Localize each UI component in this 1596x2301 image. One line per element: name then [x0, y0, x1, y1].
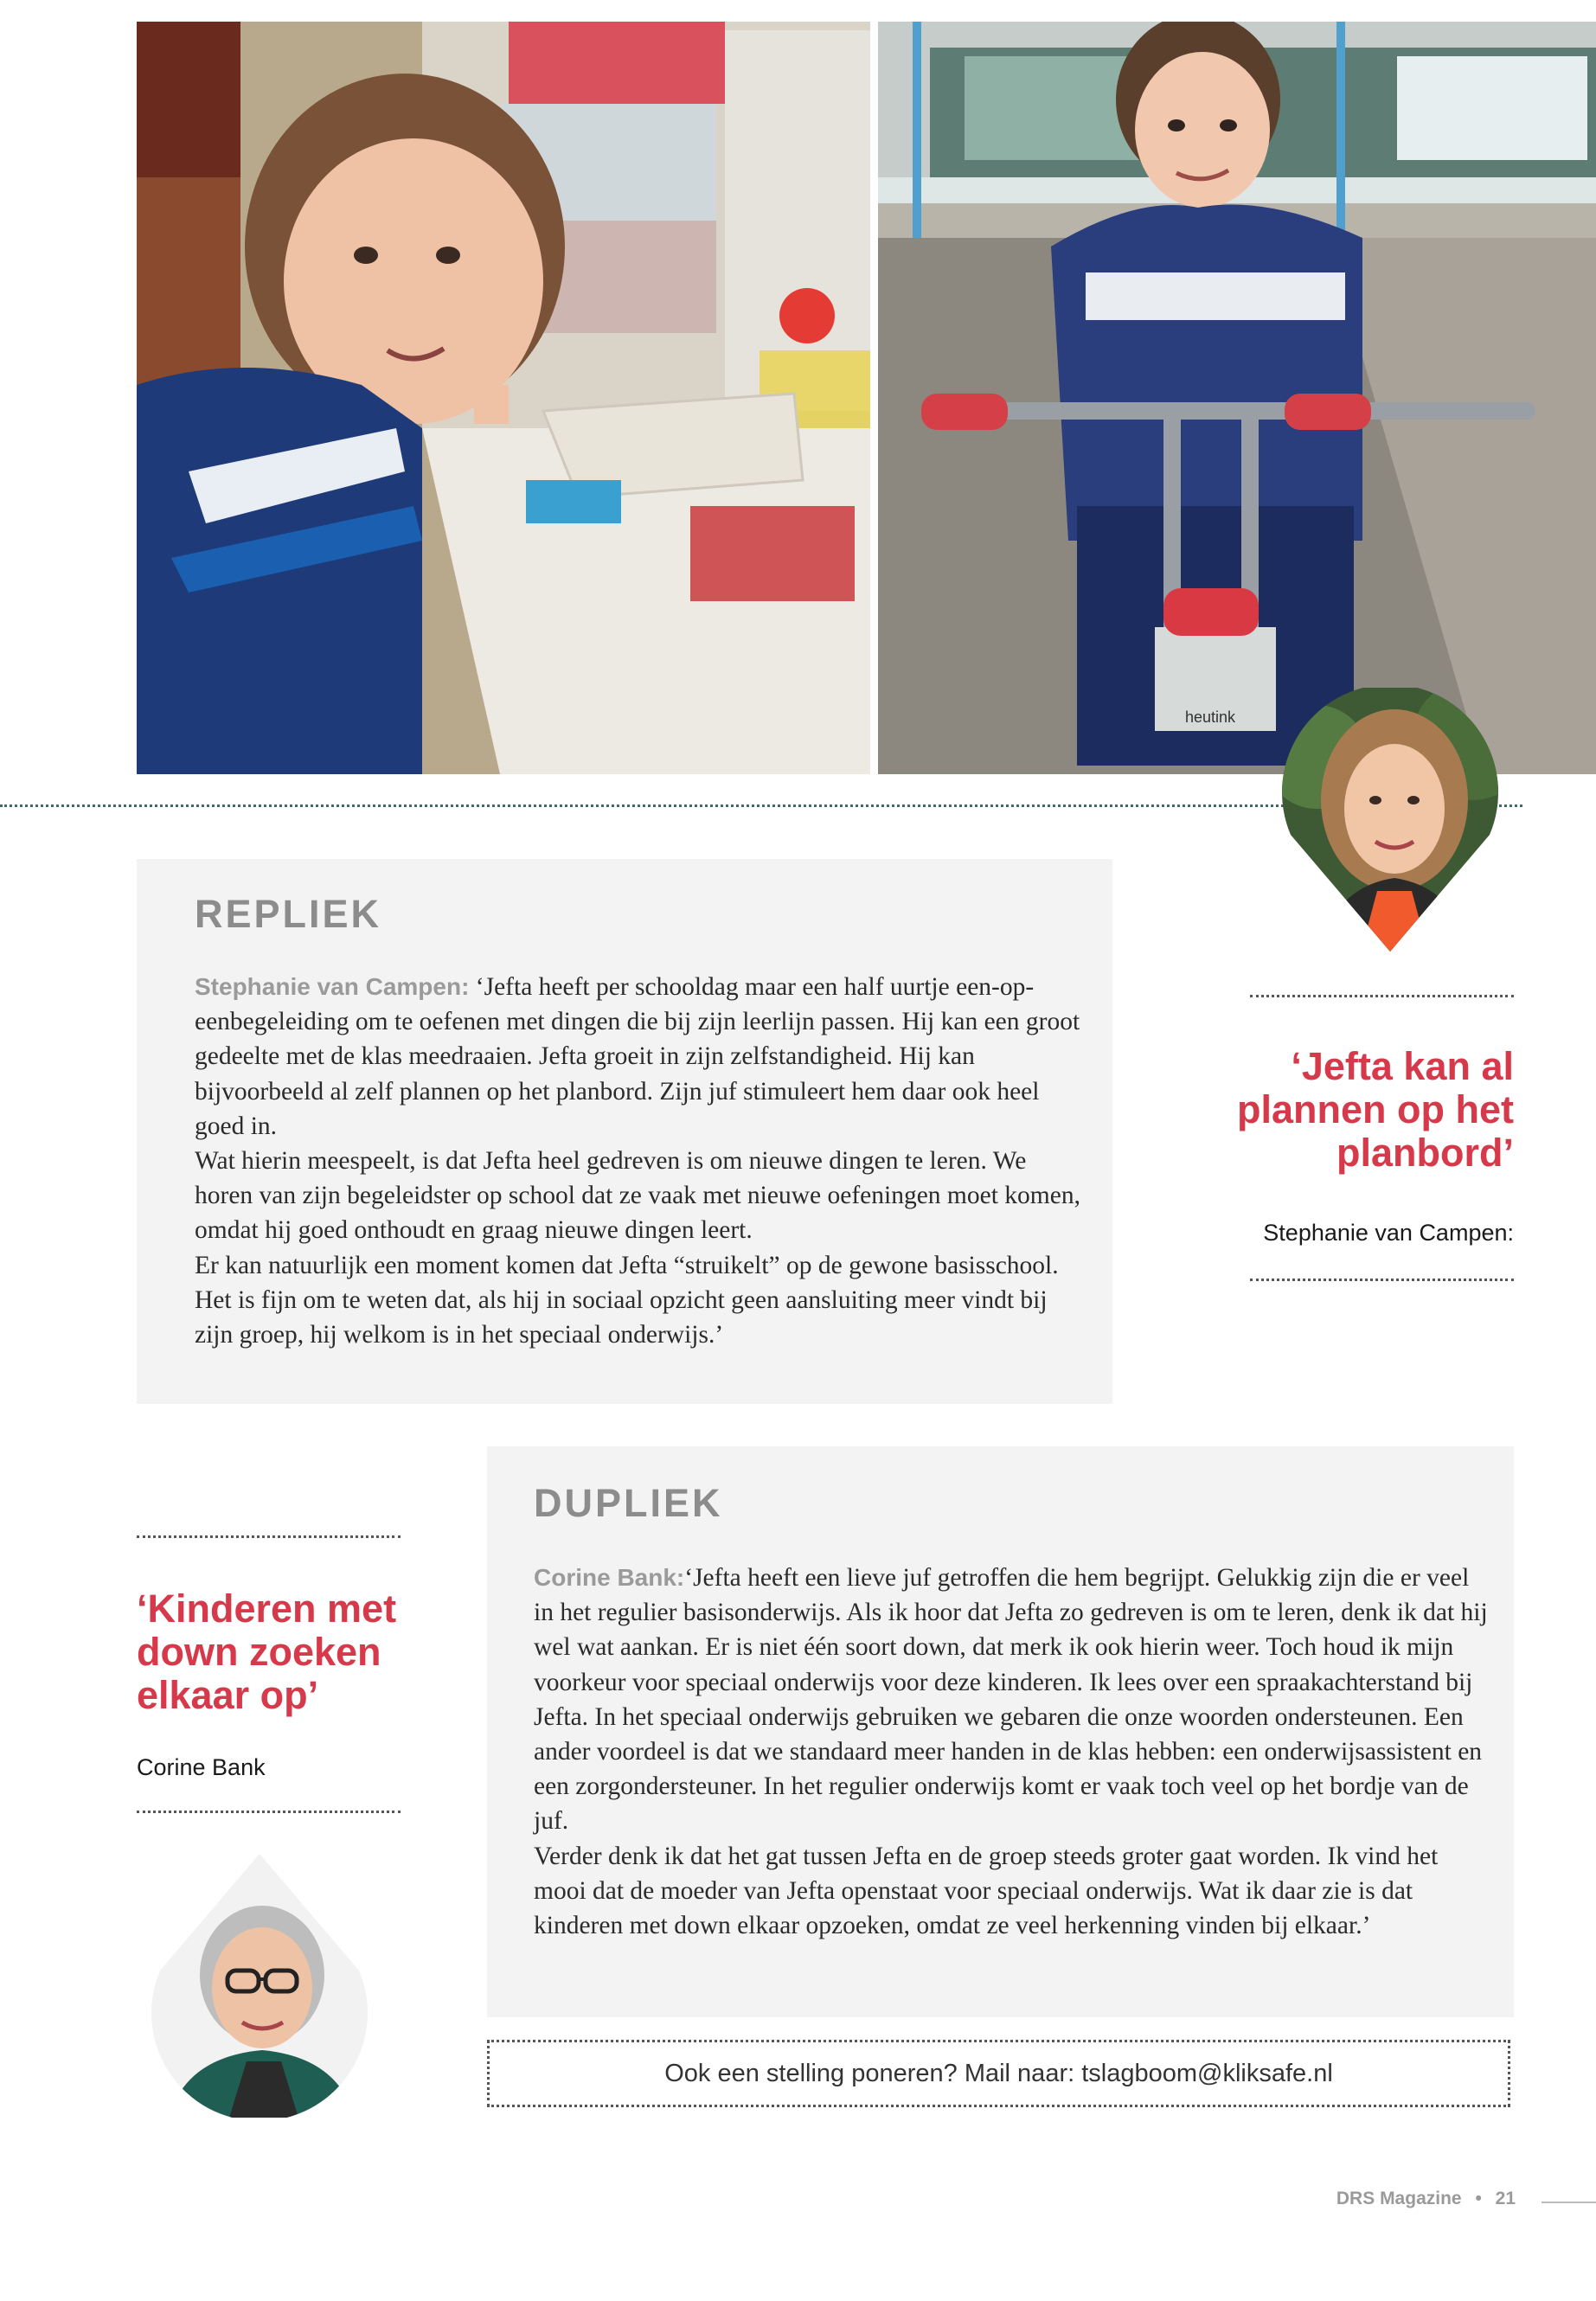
pull-quote-corine: ‘Kinderen met down zoeken elkaar op’ [137, 1586, 397, 1717]
repliek-paragraph [195, 970, 1086, 1144]
mail-call-to-action-text: Ook een stelling poneren? Mail naar: tslagboom@kliksafe.nl [664, 2059, 1333, 2087]
pull-quote-stephanie-author: Stephanie van Campen: [1263, 1220, 1514, 1246]
page-footer [1211, 2189, 1516, 2209]
footer-page-number: 21 [1495, 2189, 1516, 2208]
mail-call-to-action [487, 2040, 1510, 2107]
photo-boy-puzzle [137, 22, 870, 774]
dupliek-body [534, 1561, 1494, 1943]
footer-rule [1542, 2202, 1596, 2203]
dupliek-paragraph: Verder denk ik dat het gat tussen Jefta en de groep steeds groter gaat worden. Ik vind het mooi dat de moeder van Jefta openstaat voor speciaal onderwijs. Wat ik daar zie is dat kinderen met down elkaar opzoeken, omdat ze veel herkenning vinden bij elkaar.’ [534, 1842, 1439, 1940]
portrait-corine-bank [134, 1849, 385, 2118]
footer-separator: • [1475, 2189, 1482, 2208]
dupliek-title: DUPLIEK [534, 1481, 723, 1525]
quote-left-bottom-divider [137, 1811, 401, 1813]
photo-boy-tricycle [878, 22, 1596, 774]
repliek-body [195, 970, 1086, 1352]
tricycle-brand-label: heutink [1185, 708, 1236, 726]
dupliek-panel [487, 1446, 1514, 2017]
quote-right-bottom-divider [1250, 1279, 1514, 1281]
dupliek-first-paragraph-text: ‘Jefta heeft een lieve juf getroffen die hem begrijpt. Gelukkig zijn die er veel in het regulier basisonderwijs. Als ik hoor dat Jefta zo gedreven is om te leren, denk ik dat hij wel wat aankan. Er is niet één soort down, dat merk ik ook hierin weer. Toch houd ik mijn voorkeur voor speciaal onderwijs voor deze kinderen. Ik lees over een spraakachterstand bij Jefta. In het speciaal onderwijs gebruiken we gebaren die onze woorden ondersteunen. Een ander voordeel is dat we standaard meer handen in de klas hebben: een onderwijsassistent en een zorgondersteuner. In het regulier onderwijs komt er vaak toch veel op het bordje van de juf. [534, 1564, 1488, 1836]
repliek-speaker: Stephanie van Campen: [195, 973, 470, 1000]
pull-quote-stephanie: ‘Jefta kan al plannen op het planbord’ [1237, 1044, 1514, 1175]
footer-magazine-name: DRS Magazine [1336, 2189, 1462, 2208]
repliek-first-paragraph-text: ‘Jefta heeft per schooldag maar een half uurtje een-op-eenbegeleiding om te oefenen met dingen die bij zijn leerlijn passen. Hij kan een groot gedeelte met de klas meedraaien. Jefta groeit in zijn zelfstandigheid. Hij kan bijvoorbeeld al zelf plannen op het planbord. Zijn juf stimuleert hem daar ook heel goed in. [195, 973, 1080, 1140]
repliek-paragraph: Wat hierin meespeelt, is dat Jefta heel gedreven is om nieuwe dingen te leren. We horen van zijn begeleidster op school dat ze vaak met nieuwe oefeningen moet komen, omdat hij goed onthoudt en graag nieuwe dingen leert. [195, 1147, 1080, 1245]
dupliek-speaker: Corine Bank: [534, 1564, 685, 1591]
repliek-panel [137, 859, 1112, 1404]
quote-right-top-divider [1250, 995, 1514, 997]
quote-left-top-divider [137, 1535, 401, 1538]
portrait-stephanie-van-campen [1265, 688, 1516, 956]
repliek-title: REPLIEK [195, 892, 382, 936]
dupliek-paragraph [534, 1561, 1494, 1839]
pull-quote-corine-author: Corine Bank [137, 1754, 266, 1780]
repliek-paragraph: Er kan natuurlijk een moment komen dat Jefta “struikelt” op de gewone basisschool. Het is fijn om te weten dat, als hij in sociaal opzicht geen aansluiting meer vindt bij zijn groep, hij welkom is in het speciaal onderwijs.’ [195, 1251, 1059, 1349]
